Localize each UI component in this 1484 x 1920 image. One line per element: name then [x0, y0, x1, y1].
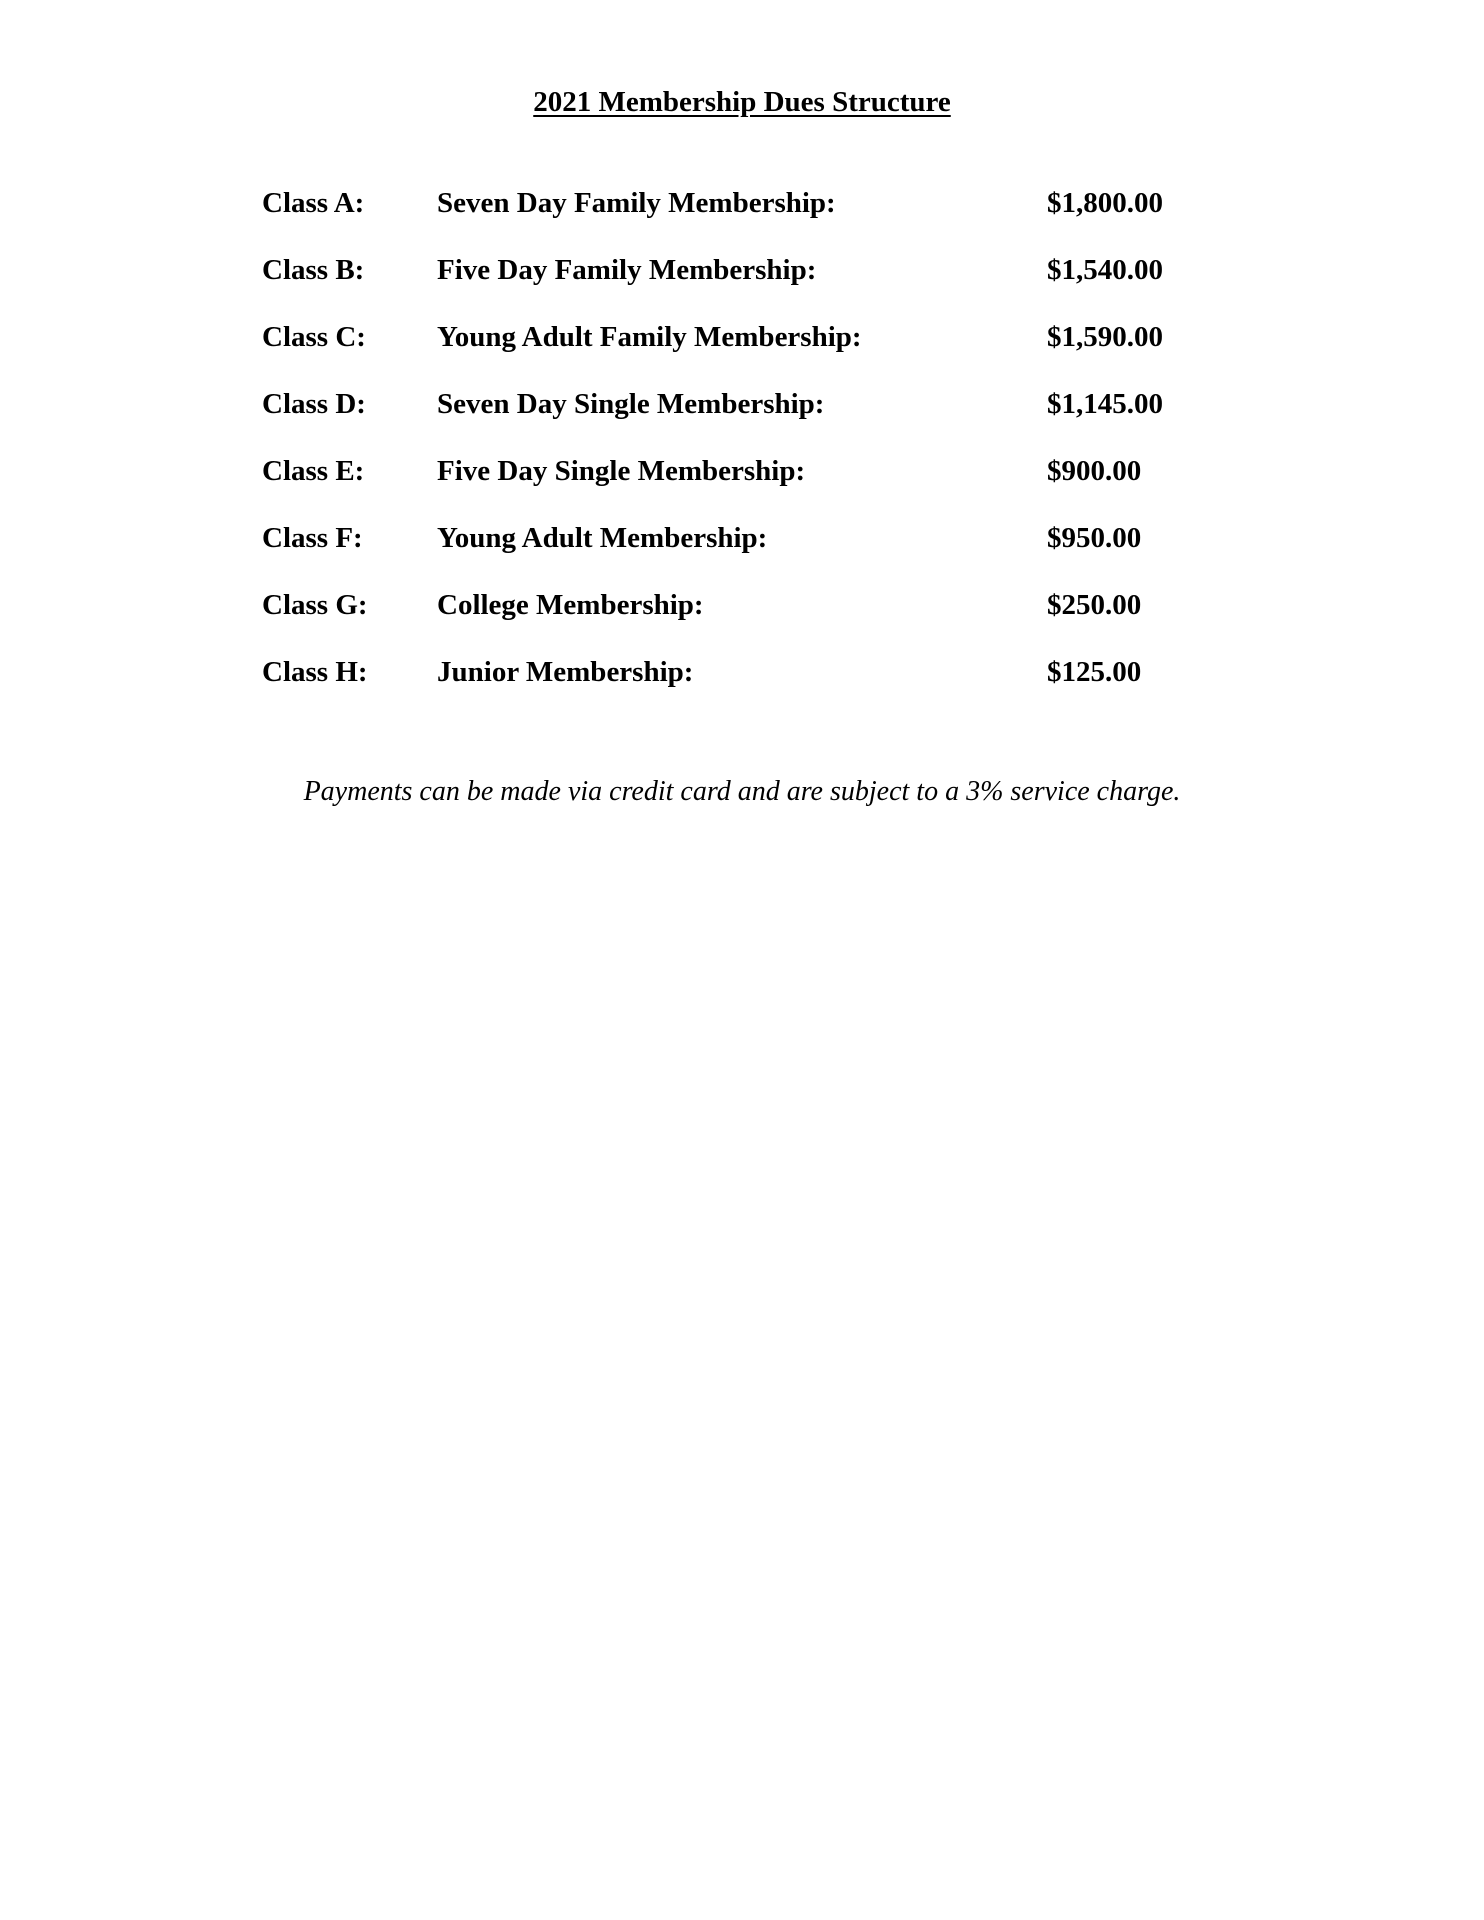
class-label: Class B: — [262, 254, 365, 286]
membership-price: $125.00 — [1047, 656, 1142, 688]
membership-name: College Membership: — [437, 589, 704, 621]
membership-price: $1,590.00 — [1047, 321, 1163, 353]
membership-price: $950.00 — [1047, 522, 1142, 554]
class-label: Class E: — [262, 455, 365, 487]
membership-name: Seven Day Single Membership: — [437, 388, 825, 420]
membership-price: $1,800.00 — [1047, 187, 1163, 219]
dues-row-class-h — [262, 654, 1222, 721]
dues-row-class-c — [262, 319, 1222, 386]
dues-row-class-f — [262, 520, 1222, 587]
dues-table — [262, 185, 1222, 721]
membership-price: $1,145.00 — [1047, 388, 1163, 420]
class-label: Class A: — [262, 187, 365, 219]
class-label: Class D: — [262, 388, 366, 420]
dues-row-class-d — [262, 386, 1222, 453]
membership-name: Seven Day Family Membership: — [437, 187, 836, 219]
membership-price: $250.00 — [1047, 589, 1142, 621]
class-label: Class F: — [262, 522, 363, 554]
dues-row-class-e — [262, 453, 1222, 520]
dues-row-class-g — [262, 587, 1222, 654]
membership-name: Five Day Single Membership: — [437, 455, 806, 487]
class-label: Class G: — [262, 589, 368, 621]
page-title: 2021 Membership Dues Structure — [533, 86, 951, 118]
class-label: Class H: — [262, 656, 368, 688]
dues-row-class-b — [262, 252, 1222, 319]
membership-name: Young Adult Membership: — [437, 522, 768, 554]
membership-price: $900.00 — [1047, 455, 1142, 487]
membership-name: Young Adult Family Membership: — [437, 321, 862, 353]
payment-note: Payments can be made via credit card and are subject to a 3% service charge. — [303, 776, 1181, 807]
class-label: Class C: — [262, 321, 366, 353]
membership-price: $1,540.00 — [1047, 254, 1163, 286]
membership-name: Five Day Family Membership: — [437, 254, 817, 286]
membership-name: Junior Membership: — [437, 656, 694, 688]
dues-row-class-a — [262, 185, 1222, 252]
